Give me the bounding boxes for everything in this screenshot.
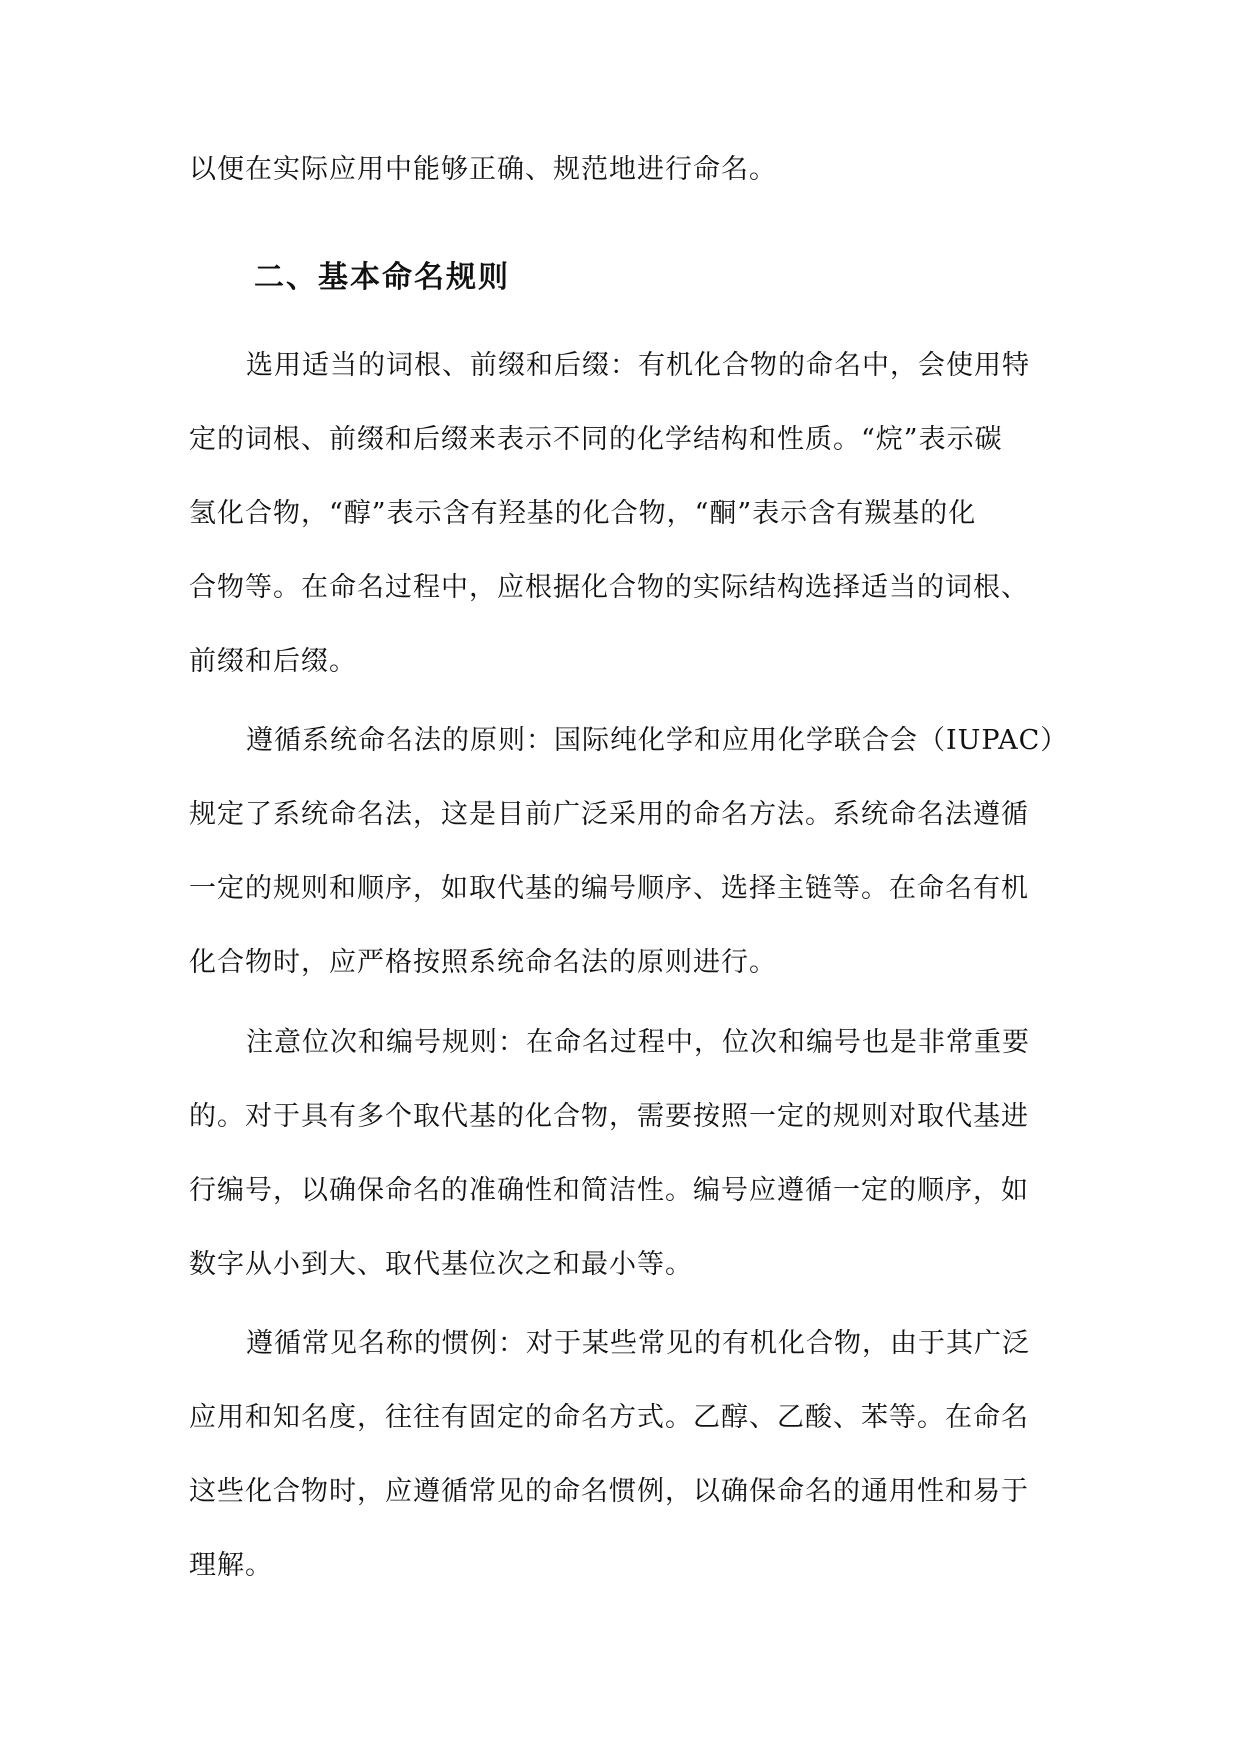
paragraph-line: 注意位次和编号规则：在命名过程中，位次和编号也是非常重要: [246, 1027, 1030, 1058]
paragraph-line: 一定的规则和顺序，如取代基的编号顺序、选择主链等。在命名有机: [189, 873, 1029, 904]
paragraph-line: 应用和知名度，往往有固定的命名方式。乙醇、乙酸、苯等。在命名: [189, 1402, 1029, 1433]
paragraph-line: 前缀和后缀。: [189, 646, 357, 677]
paragraph-line: 行编号，以确保命名的准确性和简洁性。编号应遵循一定的顺序，如: [189, 1175, 1029, 1206]
paragraph-line: 的。对于具有多个取代基的化合物，需要按照一定的规则对取代基进: [189, 1101, 1029, 1132]
paragraph-line: 选用适当的词根、前缀和后缀：有机化合物的命名中，会使用特: [246, 350, 1030, 381]
paragraph-line: 化合物时，应严格按照系统命名法的原则进行。: [189, 947, 777, 978]
section-heading: 二、基本命名规则: [254, 260, 510, 295]
paragraph-line: 数字从小到大、取代基位次之和最小等。: [189, 1249, 693, 1280]
paragraph-line: 规定了系统命名法，这是目前广泛采用的命名方法。系统命名法遵循: [189, 799, 1029, 830]
paragraph-line: 遵循系统命名法的原则：国际纯化学和应用化学联合会（IUPAC）: [246, 725, 1069, 756]
paragraph-line: 氢化合物，“醇”表示含有羟基的化合物，“酮”表示含有羰基的化: [189, 498, 977, 529]
paragraph-line: 遵循常见名称的惯例：对于某些常见的有机化合物，由于其广泛: [246, 1328, 1030, 1359]
paragraph-line: 定的词根、前缀和后缀来表示不同的化学结构和性质。“烷”表示碳: [189, 424, 1003, 455]
intro-line: 以便在实际应用中能够正确、规范地进行命名。: [189, 154, 777, 185]
paragraph-line: 合物等。在命名过程中，应根据化合物的实际结构选择适当的词根、: [189, 572, 1029, 603]
paragraph-line: 这些化合物时，应遵循常见的命名惯例，以确保命名的通用性和易于: [189, 1476, 1029, 1507]
paragraph-line: 理解。: [189, 1550, 273, 1581]
